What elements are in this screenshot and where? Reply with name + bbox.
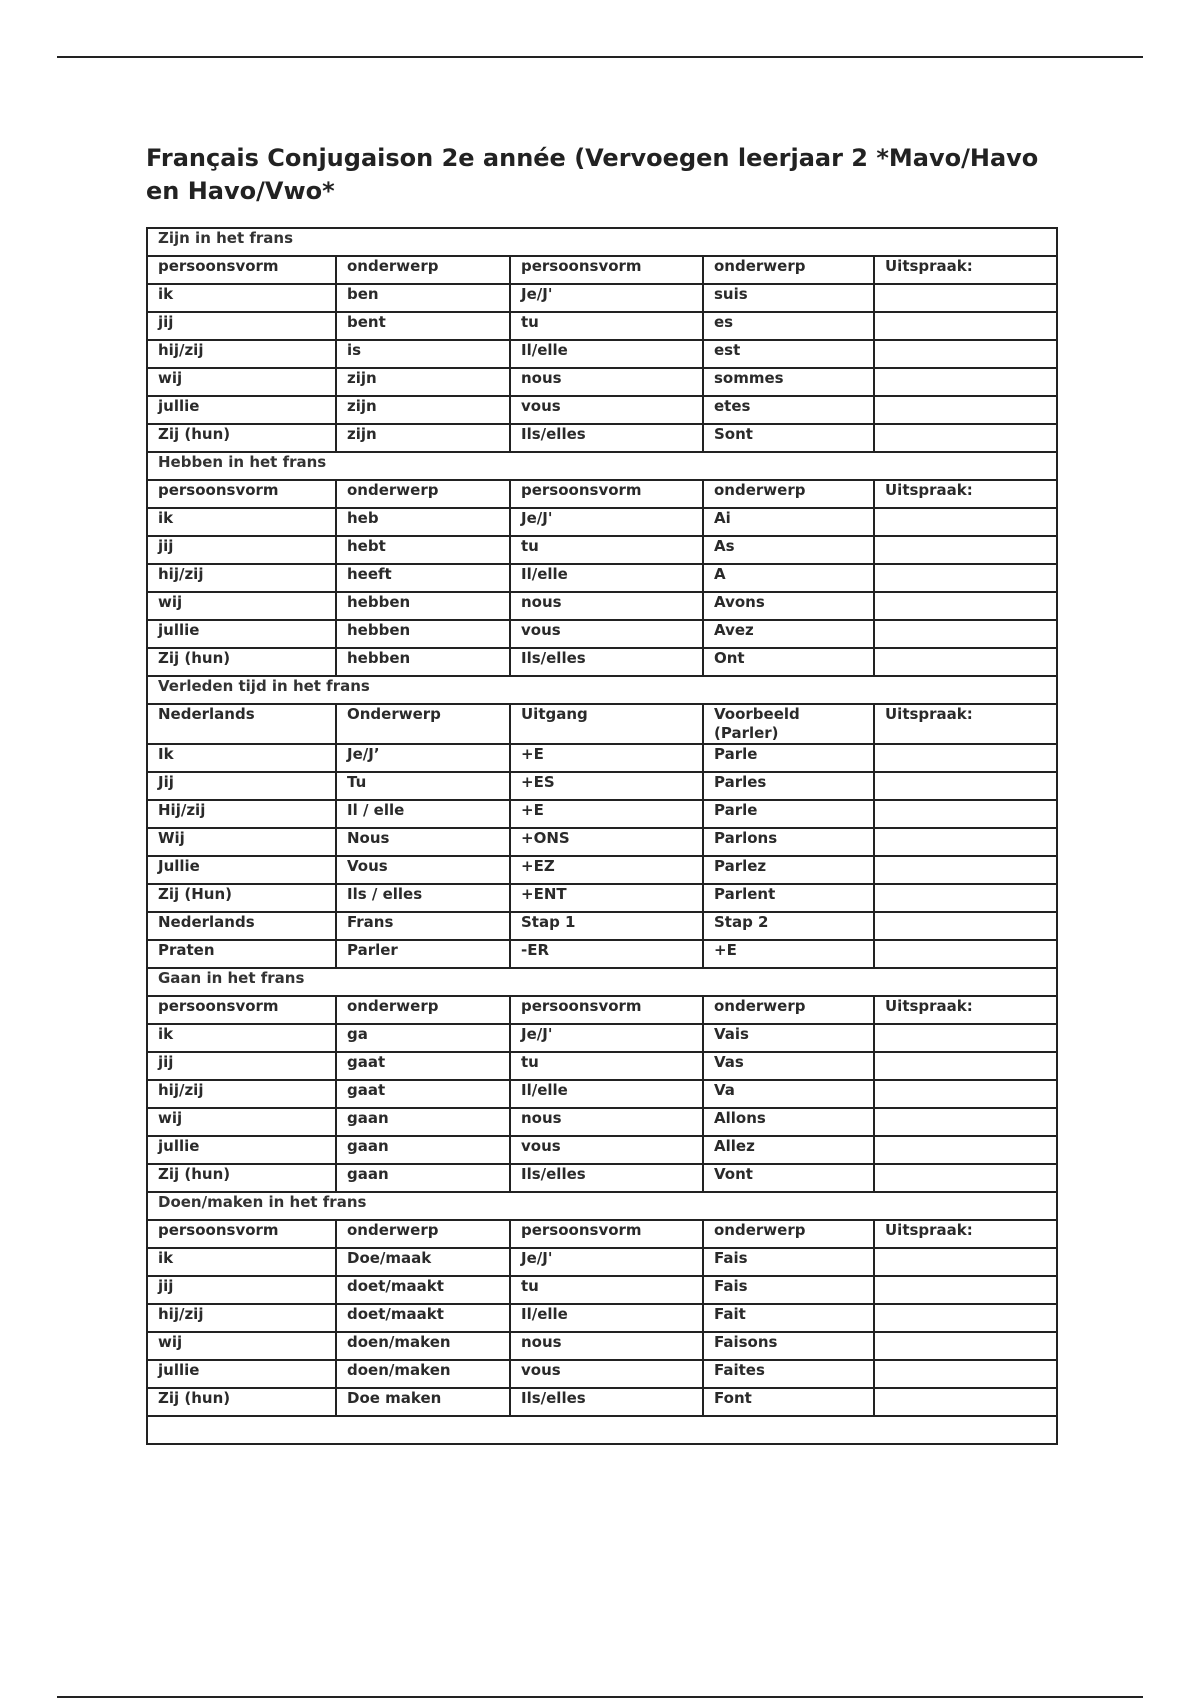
table-row	[147, 284, 1057, 312]
table-cell-col-5	[874, 284, 1057, 312]
table-cell-col-4: Fait	[703, 1304, 874, 1332]
table-cell-col-5	[874, 1052, 1057, 1080]
table-row	[147, 772, 1057, 800]
table-cell-col-4: Fais	[703, 1248, 874, 1276]
table-cell-col-1: Jij	[147, 772, 336, 800]
table-cell-col-4: Parle	[703, 800, 874, 828]
table-cell-col-4: etes	[703, 396, 874, 424]
table-cell-col-5	[874, 940, 1057, 968]
table-cell-col-2: is	[336, 340, 510, 368]
table-row	[147, 1136, 1057, 1164]
table-cell-col-1: Praten	[147, 940, 336, 968]
table-cell-col-4: Vont	[703, 1164, 874, 1192]
table-row	[147, 368, 1057, 396]
table-cell-col-3: Stap 1	[510, 912, 703, 940]
section-title: Zijn in het frans	[147, 228, 1057, 256]
table-cell-col-4: Ont	[703, 648, 874, 676]
table-cell-col-3: tu	[510, 1052, 703, 1080]
table-cell-col-1: ik	[147, 508, 336, 536]
table-cell-col-2: Parler	[336, 940, 510, 968]
table-cell-col-4: Parlez	[703, 856, 874, 884]
table-cell-col-3: nous	[510, 592, 703, 620]
table-cell-col-2: gaat	[336, 1052, 510, 1080]
column-header-row	[147, 480, 1057, 508]
section-title-row	[147, 676, 1057, 704]
table-cell-col-1: Zij (hun)	[147, 1388, 336, 1416]
table-cell-col-4: Va	[703, 1080, 874, 1108]
table-cell-col-2: ben	[336, 284, 510, 312]
table-cell-col-5	[874, 1164, 1057, 1192]
table-cell-col-4: Parle	[703, 744, 874, 772]
empty-row	[147, 1416, 1057, 1444]
table-row	[147, 1248, 1057, 1276]
table-cell-col-1: jij	[147, 536, 336, 564]
table-cell-col-3: tu	[510, 1276, 703, 1304]
table-cell-col-5	[874, 1360, 1057, 1388]
table-row	[147, 536, 1057, 564]
table-cell-col-4: A	[703, 564, 874, 592]
table-cell-col-4: Faisons	[703, 1332, 874, 1360]
table-cell-col-1: Zij (hun)	[147, 424, 336, 452]
table-cell-col-4: Faites	[703, 1360, 874, 1388]
table-cell-col-3: vous	[510, 620, 703, 648]
column-header-col-5: Uitspraak:	[874, 704, 1057, 744]
table-cell-col-3: vous	[510, 1136, 703, 1164]
table-cell-col-3: +E	[510, 800, 703, 828]
column-header-col-4: onderwerp	[703, 480, 874, 508]
table-cell-col-4: Fais	[703, 1276, 874, 1304]
table-cell-col-3: vous	[510, 396, 703, 424]
table-cell-col-2: zijn	[336, 368, 510, 396]
column-header-col-2: onderwerp	[336, 996, 510, 1024]
column-header-col-1: persoonsvorm	[147, 256, 336, 284]
section-title: Gaan in het frans	[147, 968, 1057, 996]
table-cell-col-2: hebben	[336, 620, 510, 648]
table-cell-col-2: Nous	[336, 828, 510, 856]
column-header-row	[147, 996, 1057, 1024]
table-cell-col-2: Doe maken	[336, 1388, 510, 1416]
table-cell-col-5	[874, 340, 1057, 368]
table-row	[147, 620, 1057, 648]
column-header-col-1: persoonsvorm	[147, 1220, 336, 1248]
table-cell-col-2: hebben	[336, 648, 510, 676]
column-header-col-4: onderwerp	[703, 1220, 874, 1248]
table-cell-col-1: Jullie	[147, 856, 336, 884]
table-cell-col-5	[874, 1332, 1057, 1360]
table-cell-col-4: Sont	[703, 424, 874, 452]
table-row	[147, 424, 1057, 452]
table-cell-col-3: +ONS	[510, 828, 703, 856]
table-cell-col-2: Vous	[336, 856, 510, 884]
table-cell-col-3: Il/elle	[510, 340, 703, 368]
table-cell-col-2: gaan	[336, 1108, 510, 1136]
table-cell-col-2: Il / elle	[336, 800, 510, 828]
table-cell-col-1: Nederlands	[147, 912, 336, 940]
table-cell-col-3: Il/elle	[510, 564, 703, 592]
section-title: Doen/maken in het frans	[147, 1192, 1057, 1220]
table-cell-col-5	[874, 368, 1057, 396]
table-cell-col-1: jullie	[147, 1360, 336, 1388]
table-cell-col-4: Vas	[703, 1052, 874, 1080]
section-title: Verleden tijd in het frans	[147, 676, 1057, 704]
table-cell-col-5	[874, 744, 1057, 772]
column-header-col-1: persoonsvorm	[147, 480, 336, 508]
table-cell-col-2: Ils / elles	[336, 884, 510, 912]
table-cell-col-2: doen/maken	[336, 1332, 510, 1360]
table-row	[147, 508, 1057, 536]
table-cell-col-4: Font	[703, 1388, 874, 1416]
column-header-row	[147, 256, 1057, 284]
table-row	[147, 856, 1057, 884]
table-cell-col-1: wij	[147, 1332, 336, 1360]
table-cell-col-1: Zij (hun)	[147, 1164, 336, 1192]
table-cell-col-3: Je/J'	[510, 284, 703, 312]
table-cell-col-5	[874, 536, 1057, 564]
table-row	[147, 940, 1057, 968]
table-cell-col-2: zijn	[336, 424, 510, 452]
table-row	[147, 564, 1057, 592]
column-header-col-3: persoonsvorm	[510, 256, 703, 284]
column-header-col-3: Uitgang	[510, 704, 703, 744]
table-cell-col-5	[874, 1080, 1057, 1108]
table-cell-col-5	[874, 800, 1057, 828]
table-cell-col-2: doet/maakt	[336, 1304, 510, 1332]
table-cell-col-1: ik	[147, 1248, 336, 1276]
table-cell-col-1: jullie	[147, 620, 336, 648]
top-rule	[57, 56, 1143, 58]
table-cell-col-4: As	[703, 536, 874, 564]
table-cell-col-4: Ai	[703, 508, 874, 536]
table-cell-col-3: Il/elle	[510, 1080, 703, 1108]
section-title-row	[147, 228, 1057, 256]
table-row	[147, 1276, 1057, 1304]
table-row	[147, 312, 1057, 340]
table-cell-col-3: -ER	[510, 940, 703, 968]
conjugation-table-body	[147, 228, 1057, 1444]
table-cell-col-4: Stap 2	[703, 912, 874, 940]
table-cell-col-4: Vais	[703, 1024, 874, 1052]
table-cell-col-4: +E	[703, 940, 874, 968]
bottom-rule	[57, 1696, 1143, 1698]
table-row	[147, 1304, 1057, 1332]
table-cell-col-2: gaan	[336, 1164, 510, 1192]
table-row	[147, 1052, 1057, 1080]
table-cell-col-5	[874, 884, 1057, 912]
table-cell-col-2: doet/maakt	[336, 1276, 510, 1304]
column-header-col-5: Uitspraak:	[874, 256, 1057, 284]
table-cell-col-4: Allons	[703, 1108, 874, 1136]
table-cell-col-2: hebt	[336, 536, 510, 564]
empty-cell	[147, 1416, 1057, 1444]
table-cell-col-1: wij	[147, 368, 336, 396]
table-cell-col-1: jij	[147, 1052, 336, 1080]
table-cell-col-2: Je/J’	[336, 744, 510, 772]
table-cell-col-2: ga	[336, 1024, 510, 1052]
table-row	[147, 1024, 1057, 1052]
column-header-col-3: persoonsvorm	[510, 1220, 703, 1248]
table-cell-col-3: Ils/elles	[510, 1388, 703, 1416]
table-cell-col-5	[874, 1304, 1057, 1332]
table-cell-col-5	[874, 1108, 1057, 1136]
table-cell-col-2: Tu	[336, 772, 510, 800]
column-header-col-5: Uitspraak:	[874, 1220, 1057, 1248]
table-row	[147, 396, 1057, 424]
column-header-col-3: persoonsvorm	[510, 996, 703, 1024]
column-header-col-5: Uitspraak:	[874, 480, 1057, 508]
table-cell-col-3: Ils/elles	[510, 424, 703, 452]
table-cell-col-1: Hij/zij	[147, 800, 336, 828]
table-cell-col-1: ik	[147, 284, 336, 312]
table-cell-col-2: heb	[336, 508, 510, 536]
column-header-col-1: Nederlands	[147, 704, 336, 744]
table-cell-col-3: +ES	[510, 772, 703, 800]
table-row	[147, 592, 1057, 620]
table-cell-col-2: Frans	[336, 912, 510, 940]
table-cell-col-2: gaat	[336, 1080, 510, 1108]
table-row	[147, 1332, 1057, 1360]
table-cell-col-1: jij	[147, 312, 336, 340]
table-cell-col-5	[874, 508, 1057, 536]
table-cell-col-1: jij	[147, 1276, 336, 1304]
page-title: Français Conjugaison 2e année (Vervoegen leerjaar 2 *Mavo/Havo en Havo/Vwo*	[146, 144, 1039, 205]
table-cell-col-1: wij	[147, 1108, 336, 1136]
column-header-col-2: onderwerp	[336, 256, 510, 284]
table-cell-col-3: nous	[510, 1108, 703, 1136]
table-row	[147, 1360, 1057, 1388]
table-cell-col-3: Je/J'	[510, 1024, 703, 1052]
column-header-row	[147, 1220, 1057, 1248]
table-cell-col-1: Ik	[147, 744, 336, 772]
column-header-col-2: Onderwerp	[336, 704, 510, 744]
table-cell-col-3: Je/J'	[510, 1248, 703, 1276]
table-row	[147, 1388, 1057, 1416]
table-cell-col-5	[874, 1388, 1057, 1416]
table-cell-col-3: tu	[510, 536, 703, 564]
table-row	[147, 912, 1057, 940]
table-cell-col-1: wij	[147, 592, 336, 620]
conjugation-table	[146, 227, 1058, 1445]
table-cell-col-1: Zij (hun)	[147, 648, 336, 676]
table-cell-col-3: nous	[510, 1332, 703, 1360]
section-title-row	[147, 968, 1057, 996]
table-cell-col-1: ik	[147, 1024, 336, 1052]
table-cell-col-1: hij/zij	[147, 564, 336, 592]
table-row	[147, 1108, 1057, 1136]
table-cell-col-4: est	[703, 340, 874, 368]
table-row	[147, 800, 1057, 828]
table-cell-col-2: doen/maken	[336, 1360, 510, 1388]
table-cell-col-5	[874, 648, 1057, 676]
table-cell-col-5	[874, 424, 1057, 452]
table-cell-col-3: Il/elle	[510, 1304, 703, 1332]
section-title-row	[147, 452, 1057, 480]
column-header-col-3: persoonsvorm	[510, 480, 703, 508]
table-cell-col-2: heeft	[336, 564, 510, 592]
table-cell-col-5	[874, 564, 1057, 592]
table-cell-col-5	[874, 620, 1057, 648]
section-title-row	[147, 1192, 1057, 1220]
table-row	[147, 884, 1057, 912]
table-cell-col-1: jullie	[147, 396, 336, 424]
table-cell-col-3: Je/J'	[510, 508, 703, 536]
table-cell-col-3: tu	[510, 312, 703, 340]
table-cell-col-3: +E	[510, 744, 703, 772]
table-cell-col-3: vous	[510, 1360, 703, 1388]
table-cell-col-5	[874, 772, 1057, 800]
table-cell-col-4: Parles	[703, 772, 874, 800]
table-cell-col-3: Ils/elles	[510, 1164, 703, 1192]
table-row	[147, 1164, 1057, 1192]
table-row	[147, 1080, 1057, 1108]
column-header-col-2: onderwerp	[336, 480, 510, 508]
table-cell-col-2: gaan	[336, 1136, 510, 1164]
table-row	[147, 828, 1057, 856]
table-cell-col-5	[874, 912, 1057, 940]
table-cell-col-2: bent	[336, 312, 510, 340]
table-cell-col-1: hij/zij	[147, 340, 336, 368]
column-header-col-1: persoonsvorm	[147, 996, 336, 1024]
table-cell-col-4: Allez	[703, 1136, 874, 1164]
column-header-col-2: onderwerp	[336, 1220, 510, 1248]
table-cell-col-1: Wij	[147, 828, 336, 856]
column-header-row	[147, 704, 1057, 744]
table-row	[147, 744, 1057, 772]
table-cell-col-5	[874, 1024, 1057, 1052]
section-title: Hebben in het frans	[147, 452, 1057, 480]
table-cell-col-5	[874, 1136, 1057, 1164]
table-cell-col-4: Parlent	[703, 884, 874, 912]
table-cell-col-5	[874, 396, 1057, 424]
table-cell-col-5	[874, 592, 1057, 620]
column-header-col-4: onderwerp	[703, 256, 874, 284]
table-cell-col-1: jullie	[147, 1136, 336, 1164]
table-cell-col-5	[874, 1276, 1057, 1304]
column-header-col-4: onderwerp	[703, 996, 874, 1024]
table-cell-col-5	[874, 828, 1057, 856]
table-cell-col-3: nous	[510, 368, 703, 396]
table-cell-col-1: hij/zij	[147, 1304, 336, 1332]
table-cell-col-1: Zij (Hun)	[147, 884, 336, 912]
table-cell-col-3: +EZ	[510, 856, 703, 884]
table-row	[147, 340, 1057, 368]
table-cell-col-5	[874, 312, 1057, 340]
table-cell-col-1: hij/zij	[147, 1080, 336, 1108]
table-cell-col-4: sommes	[703, 368, 874, 396]
table-cell-col-2: hebben	[336, 592, 510, 620]
table-cell-col-3: Ils/elles	[510, 648, 703, 676]
table-cell-col-4: es	[703, 312, 874, 340]
table-cell-col-5	[874, 1248, 1057, 1276]
table-cell-col-3: +ENT	[510, 884, 703, 912]
table-cell-col-2: Doe/maak	[336, 1248, 510, 1276]
table-cell-col-4: Avez	[703, 620, 874, 648]
table-cell-col-2: zijn	[336, 396, 510, 424]
column-header-col-5: Uitspraak:	[874, 996, 1057, 1024]
table-row	[147, 648, 1057, 676]
table-cell-col-4: Parlons	[703, 828, 874, 856]
table-cell-col-5	[874, 856, 1057, 884]
column-header-col-4: Voorbeeld (Parler)	[703, 704, 874, 744]
table-cell-col-4: Avons	[703, 592, 874, 620]
table-cell-col-4: suis	[703, 284, 874, 312]
